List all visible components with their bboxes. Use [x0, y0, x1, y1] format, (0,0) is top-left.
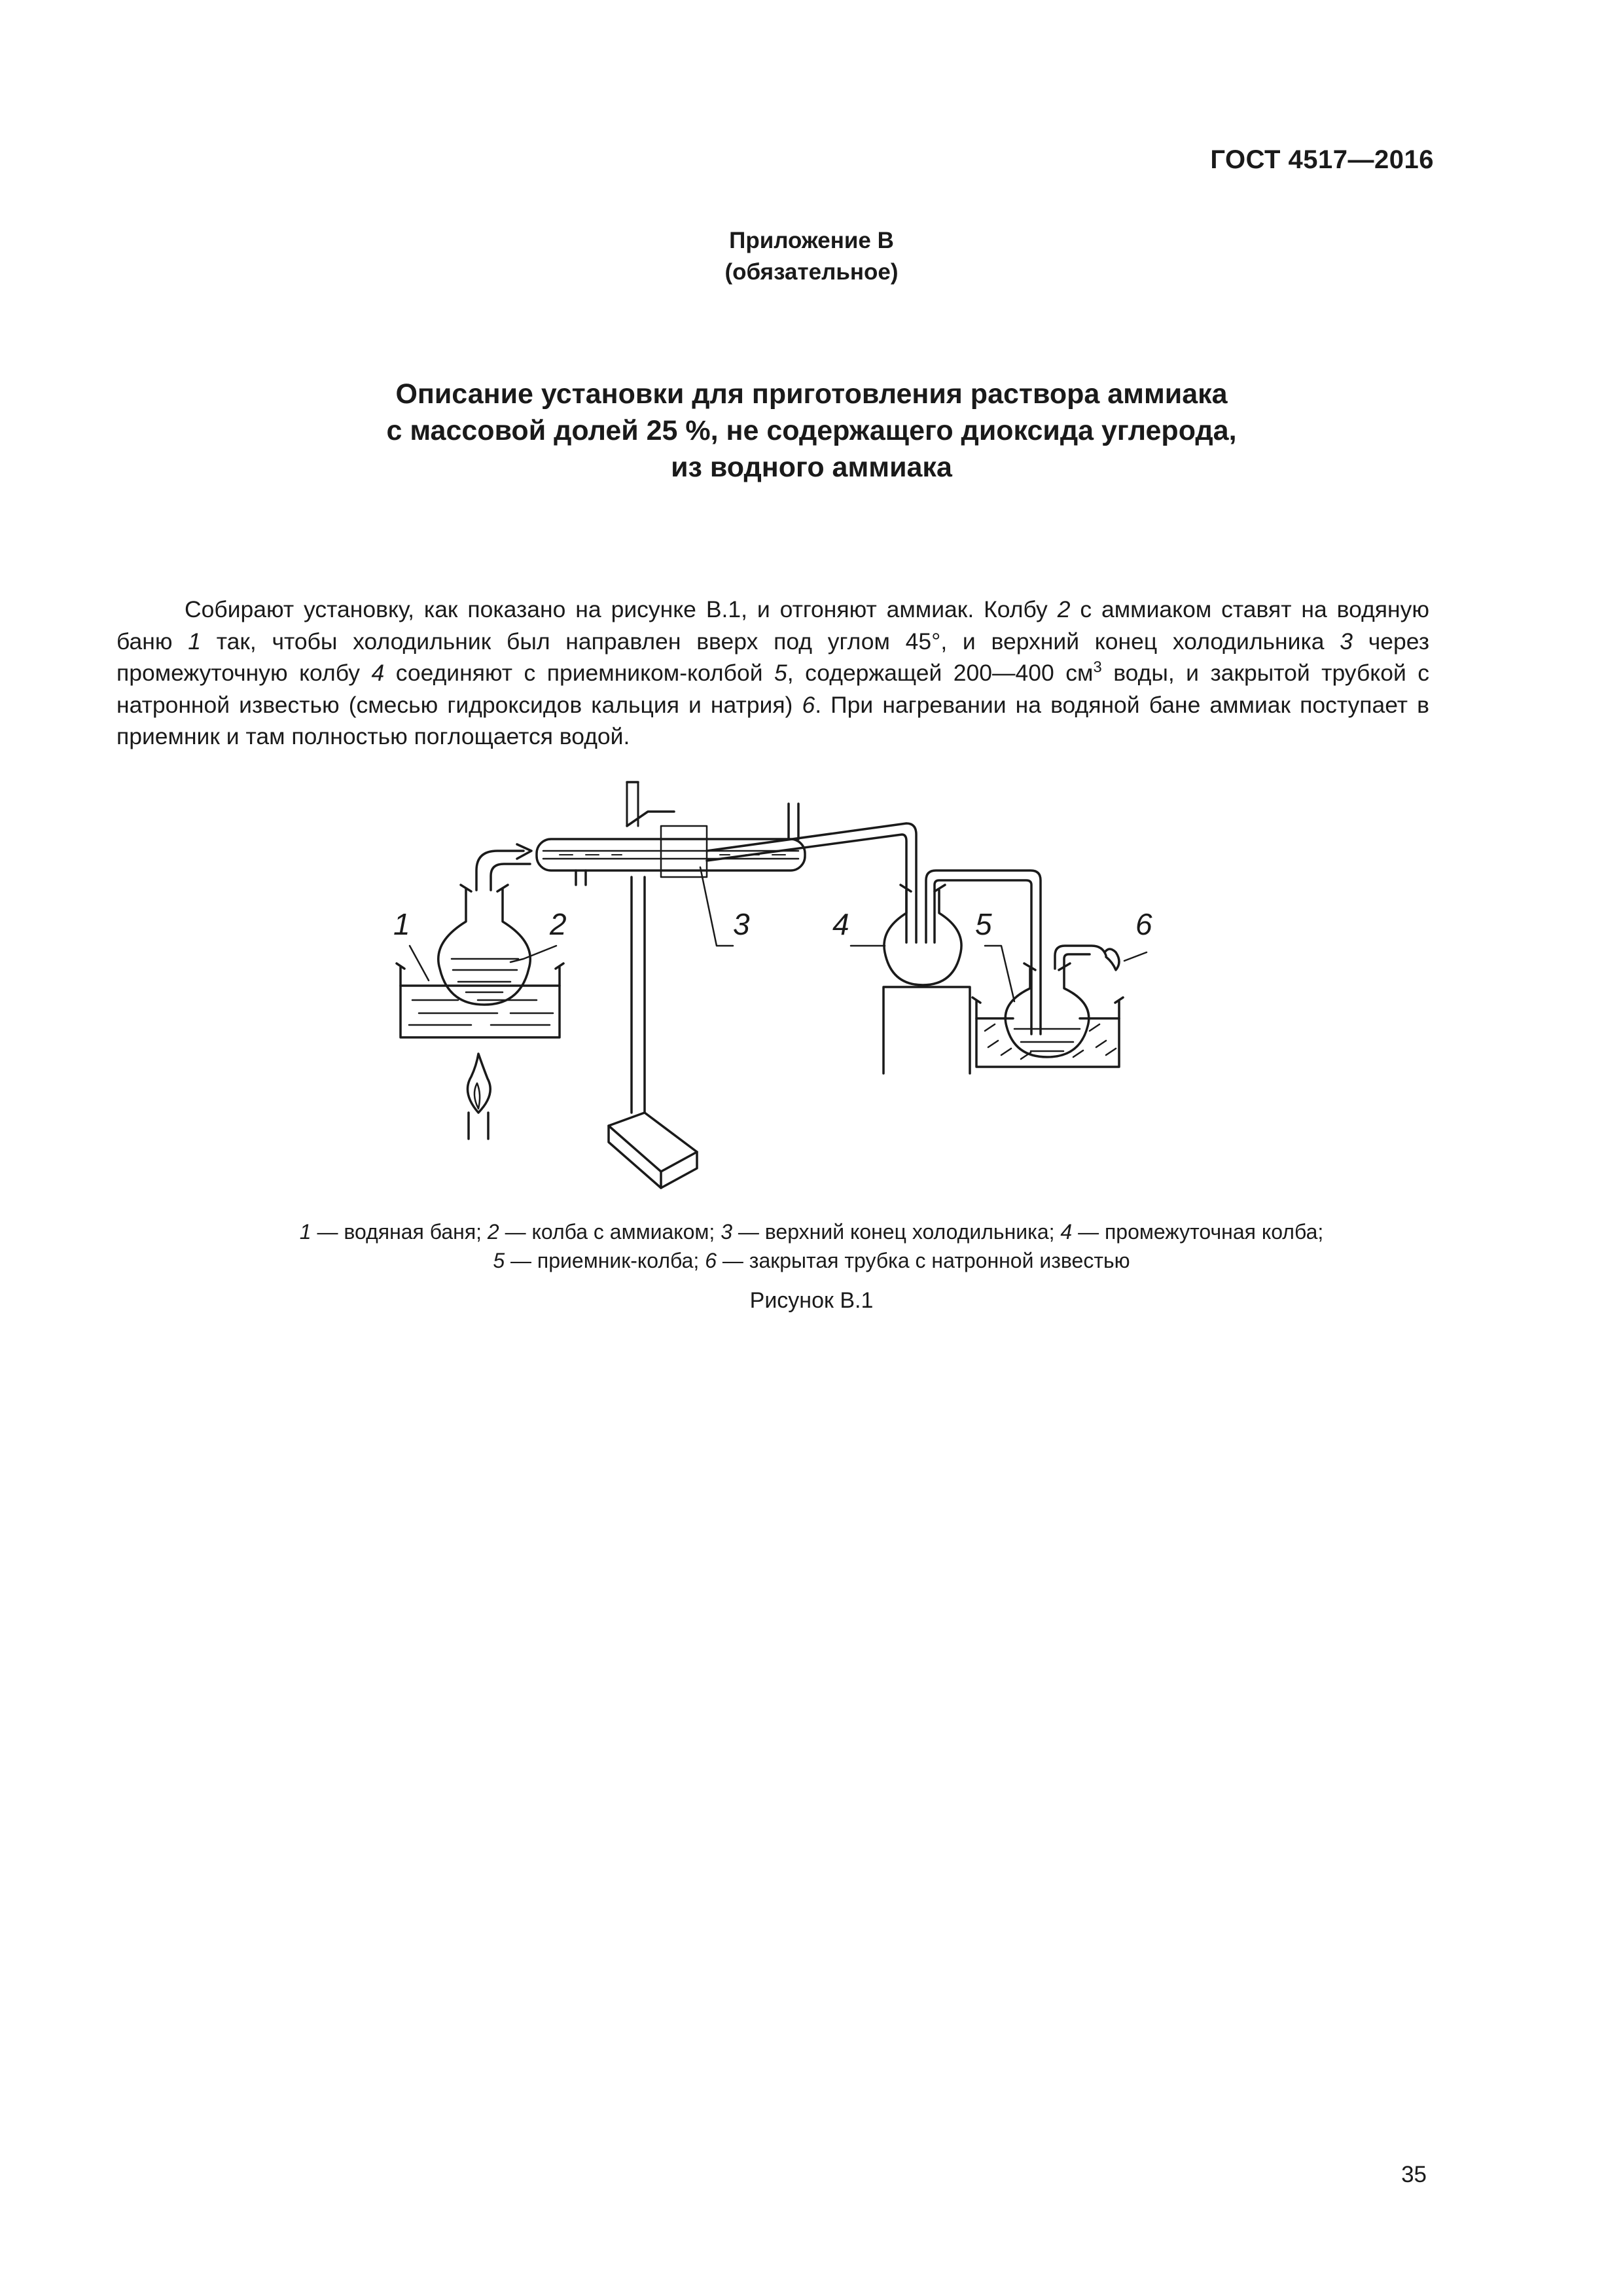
figure-label-4: 4	[832, 907, 849, 941]
caption-text: — верхний конец холодильника;	[732, 1220, 1061, 1244]
figure-title: Рисунок В.1	[749, 1288, 874, 1313]
text-run: воды, и закрытой трубкой с натронной известью (смесью гидроксидов кальция и натрия)	[116, 660, 1429, 718]
water-bath	[397, 963, 563, 1037]
caption-num: 1	[299, 1220, 312, 1244]
burner-flame	[468, 1054, 491, 1139]
caption-num: 3	[721, 1220, 732, 1244]
connecting-tube-1	[476, 844, 531, 890]
caption-line-1	[0, 1217, 1623, 1246]
text-run: так, чтобы холодильник был направлен вверх под углом 45°, и верхний конец холодильника	[200, 628, 1340, 655]
lab-stand	[609, 782, 697, 1188]
caption-text: — водяная баня;	[311, 1220, 488, 1244]
ref-number: 5	[774, 660, 787, 686]
ref-number: 1	[188, 628, 201, 655]
figure-label-1: 1	[393, 907, 410, 941]
appendix-heading	[0, 225, 1623, 288]
receiver-flask	[1005, 963, 1089, 1057]
caption-text: — закрытая трубка с натронной известью	[717, 1249, 1130, 1272]
document-code: ГОСТ 4517—2016	[1210, 145, 1434, 174]
caption-num: 6	[705, 1249, 717, 1272]
soda-lime-tube	[1055, 946, 1119, 970]
text-run: через промежуточную колбу	[116, 628, 1429, 686]
superscript: 3	[1093, 658, 1102, 677]
caption-num: 4	[1060, 1220, 1073, 1244]
figure-label-5: 5	[975, 907, 992, 941]
page-number: 35	[1401, 2162, 1427, 2187]
ref-number: 2	[1057, 596, 1071, 622]
figure-label-3: 3	[733, 907, 750, 941]
text-run: Собирают установку, как показано на рисунке В.1, и отгоняют аммиак. Колбу	[185, 596, 1058, 622]
text-run: , содержащей 200—400 см	[787, 660, 1094, 686]
section-title-line-1: Описание установки для приготовления раствора аммиака	[395, 378, 1228, 410]
text-run: . При нагревании на водяной бане аммиак поступает в приемник и там полностью поглощается водой.	[116, 691, 1430, 749]
apparatus-figure	[380, 776, 1152, 1201]
figure-caption	[0, 1217, 1623, 1275]
caption-text: — приемник-колба;	[505, 1249, 705, 1272]
caption-num: 5	[493, 1249, 505, 1272]
caption-text: — промежуточная колба;	[1072, 1220, 1324, 1244]
section-title-line-2: с массовой долей 25 %, не содержащего диоксида углерода,	[386, 415, 1237, 446]
caption-num: 2	[487, 1220, 499, 1244]
body-paragraph	[116, 594, 1429, 753]
section-title	[0, 376, 1623, 486]
appendix-title: Приложение В	[729, 228, 894, 253]
ref-number: 3	[1340, 628, 1353, 655]
figure-label-2: 2	[550, 907, 567, 941]
connecting-tube-3	[926, 870, 1041, 1034]
section-title-line-3: из водного аммиака	[671, 452, 952, 483]
support-block	[883, 987, 970, 1073]
ref-number: 4	[371, 660, 385, 686]
text-run: соединяют с приемником-колбой	[384, 660, 775, 686]
caption-text: — колба с аммиаком;	[499, 1220, 721, 1244]
intermediate-flask	[884, 885, 961, 985]
appendix-status: (обязательное)	[724, 259, 899, 285]
caption-line-2	[0, 1246, 1623, 1275]
ref-number: 6	[802, 691, 815, 718]
figure-label-6: 6	[1135, 907, 1152, 941]
text-run: с аммиаком ставят на водяную баню	[116, 596, 1429, 655]
condenser	[537, 804, 805, 885]
